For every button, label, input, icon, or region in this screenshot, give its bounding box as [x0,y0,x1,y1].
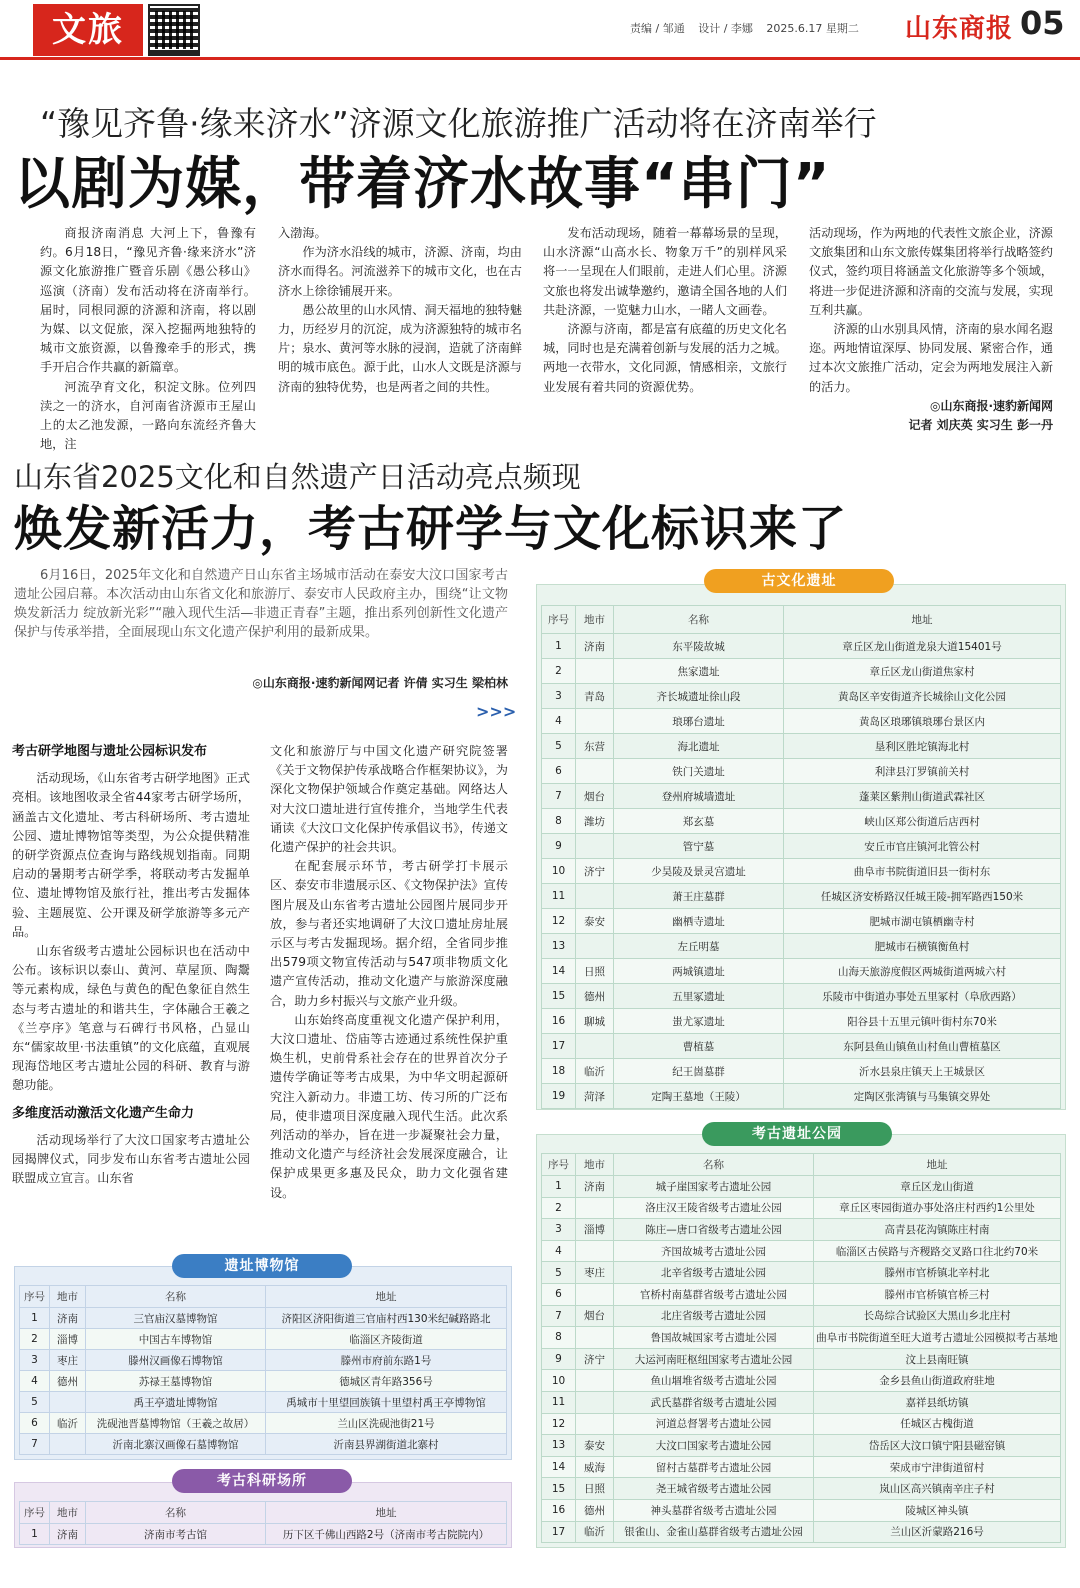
paragraph: 作为济水沿线的城市，济源、济南，均由济水而得名。河流滋养下的城市文化，也在古济水上徐徐铺展开来。 [278,245,522,298]
table-cell: 城子崖国家考古遗址公园 [614,1176,814,1198]
table-cell: 15 [542,984,576,1009]
column-header: 地址 [266,1286,507,1308]
table-cell: 16 [542,1009,576,1034]
paragraph: 河流孕育文化，积淀文脉。位列四渎之一的济水，自河南省济源市王屋山上的太乙池发源，一路向东流经齐鲁大地，注 [40,379,256,452]
table-cell: 肥城市石横镇衡鱼村 [784,934,1061,959]
table-cell: 东阿县鱼山镇鱼山村鱼山曹植墓区 [784,1034,1061,1059]
site-museums-rows [20,1308,507,1455]
table-row [20,1308,507,1329]
table-cell: 章丘区枣园街道办事处洛庄村西约1公里处 [814,1197,1061,1219]
table-cell: 德州 [576,984,614,1009]
table-cell: 陵城区神头镇 [814,1499,1061,1521]
table-row [542,1283,1061,1305]
table-cell: 2 [542,1197,576,1219]
table-cell [50,1434,86,1455]
column-header: 地市 [576,1154,614,1176]
table-cell: 3 [542,1219,576,1241]
table-cell: 17 [542,1034,576,1059]
table-cell: 济阳区济阳街道三官庙村西130米纪碱路路北 [266,1308,507,1329]
table-cell [576,1034,614,1059]
research-sites-title: 考古科研场所 [172,1469,352,1493]
table-row [542,684,1061,709]
table-row [542,1262,1061,1284]
table-row [542,909,1061,934]
article1-title: 以剧为媒，带着济水故事“串门” [14,152,831,217]
table-cell: 琅琊台遗址 [614,709,784,734]
table-cell: 蓬莱区紫荆山街道武霖社区 [784,784,1061,809]
paragraph: 发布活动现场，随着一幕幕场景的呈现，山水济源“山高水长、物象万千”的别样风采将一一呈现在人们眼前，走进人们心里。济源文旅也将发出诚挚邀约，邀请全国各地的人们共赴济源，一览魅力山水，一睹人文画卷。 [543,226,787,317]
table-cell [576,1391,614,1413]
table-cell [576,1283,614,1305]
table-cell [576,884,614,909]
article2-lead [14,566,508,642]
table-cell: 7 [542,784,576,809]
article1-column-3 [543,224,787,397]
table-cell: 定陶区张湾镇与马集镇交界处 [784,1084,1061,1109]
table-cell [50,1392,86,1413]
table-row [20,1524,507,1545]
table-cell: 济南市考古馆 [86,1524,266,1545]
archaeology-parks-table-box [536,1134,1066,1548]
table-cell: 东营 [576,734,614,759]
column-header: 序号 [20,1502,50,1524]
table-cell: 汶上县南旺镇 [814,1348,1061,1370]
table-row [20,1329,507,1350]
table-row [542,1176,1061,1198]
article1-column-4 [809,224,1053,435]
column-header: 序号 [542,1154,576,1176]
table-cell [576,659,614,684]
table-cell: 两城镇遗址 [614,959,784,984]
table-cell: 14 [542,1456,576,1478]
table-cell: 乐陵市中街道办事处五里冢村（阜欣西路） [784,984,1061,1009]
table-row [542,1240,1061,1262]
column-header: 序号 [542,606,576,634]
table-cell: 6 [542,1283,576,1305]
table-row [542,884,1061,909]
paragraph: 济源的山水别具风情，济南的泉水闻名遐迩。两地情谊深厚、协同发展、紧密合作，通过本次文旅推广活动，定会为两地发展注入新的活力。 [809,322,1053,394]
table-cell: 泰安 [576,1435,614,1457]
paragraph: 商报济南消息 大河上下，鲁豫有约。6月18日，“豫见齐鲁·缘来济水”济源文化旅游推广暨音乐剧《愚公移山》巡演（济南）发布活动将在济南举行。届时，同根同源的济源和济南，将以剧为媒、以文促旅，深入挖掘两地独特的城市文旅资源，以鲁豫牵手的形式，携手开启合作共赢的新篇章。 [40,226,256,375]
table-cell: 历下区千佛山西路2号（济南市考古院院内） [266,1524,507,1545]
table-cell: 12 [542,909,576,934]
table-cell: 11 [542,884,576,909]
table-cell: 纪王崮墓群 [614,1059,784,1084]
table-cell [576,759,614,784]
header-meta [630,20,869,36]
table-row [20,1434,507,1455]
table-row [20,1392,507,1413]
table-cell: 2 [20,1329,50,1350]
ancient-sites-rows [542,634,1061,1109]
article2-column-a [12,742,250,1188]
table-cell: 滕州市官桥镇官桥三村 [814,1283,1061,1305]
table-cell: 岚山区高兴镇南辛庄子村 [814,1478,1061,1500]
article1-subtitle: “豫见齐鲁·缘来济水”济源文化旅游推广活动将在济南举行 [40,104,877,143]
table-row [542,1219,1061,1241]
site-museums-table [19,1285,507,1455]
column-header: 名称 [614,606,784,634]
table-cell: 1 [20,1308,50,1329]
table-cell: 洗砚池晋墓博物馆（王羲之故居） [86,1413,266,1434]
table-cell: 6 [20,1413,50,1434]
table-cell: 少昊陵及景灵宫遗址 [614,859,784,884]
table-cell: 滕州市官桥镇北辛村北 [814,1262,1061,1284]
table-row [542,1435,1061,1457]
table-cell: 峡山区郑公街道后店西村 [784,809,1061,834]
article2-subtitle: 山东省2025文化和自然遗产日活动亮点频现 [14,460,581,494]
table-cell: 洛庄汉王陵省级考古遗址公园 [614,1197,814,1219]
research-sites-rows [20,1524,507,1545]
paragraph: 活动现场，作为两地的代表性文旅企业，济源文旅集团和山东文旅传媒集团将举行战略签约仪式，签约项目将涵盖文化旅游等多个领域，将进一步促进济源和济南的交流与发展，实现互利共赢。 [809,226,1053,317]
table-cell: 铁门关遗址 [614,759,784,784]
article1-byline-authors: 记者 刘庆英 实习生 彭一丹 [908,418,1053,433]
table-row [542,809,1061,834]
qr-code-icon[interactable] [148,4,200,56]
header-rule [0,57,1080,60]
table-cell: 临淄区齐陵街道 [266,1329,507,1350]
table-cell: 3 [20,1350,50,1371]
table-cell: 兰山区沂蒙路216号 [814,1521,1061,1543]
paragraph: 愚公故里的山水风情、洞天福地的独特魅力，历经岁月的沉淀，成为济源独特的城市名片；泉水、黄河等水脉的浸润，造就了济南鲜明的城市底色。源于此，山水人文既是济源与济南的独特优势，也是两者之间的共性。 [278,302,522,394]
table-cell: 陈庄—唐口省级考古遗址公园 [614,1219,814,1241]
table-cell: 11 [542,1391,576,1413]
table-cell: 临沂 [576,1521,614,1543]
table-cell: 山海天旅游度假区两城街道两城六村 [784,959,1061,984]
table-cell: 章丘区龙山街道龙泉大道15401号 [784,634,1061,659]
paragraph: 山东省级考古遗址公园标识也在活动中公布。该标识以泰山、黄河、草屋顶、陶鬶等元素构成，绿色与黄色的配色象征自然生态与考古遗址的和谐共生，字体融合王羲之《兰亭序》笔意与石碑行书风格，凸显山东“儒家故里·书法重镇”的文化底蕴，直观展现海岱地区考古遗址公园的科研、教育与游憩功能。 [12,944,250,1093]
table-cell: 7 [542,1305,576,1327]
table-row [542,734,1061,759]
table-cell: 5 [542,734,576,759]
table-row [542,1305,1061,1327]
table-cell: 济南 [576,1176,614,1198]
table-cell: 大运河南旺枢纽国家考古遗址公园 [614,1348,814,1370]
table-row [542,1327,1061,1349]
newspaper-logo: 山东商报 [905,14,1014,44]
table-cell: 枣庄 [50,1350,86,1371]
table-cell: 章丘区龙山街道 [814,1176,1061,1198]
table-cell: 19 [542,1084,576,1109]
table-row [542,1084,1061,1109]
table-row [542,1370,1061,1392]
table-cell: 齐国故城考古遗址公园 [614,1240,814,1262]
table-cell: 沂南北寨汉画像石墓博物馆 [86,1434,266,1455]
table-cell: 管宁墓 [614,834,784,859]
table-row [542,834,1061,859]
column-header: 地址 [266,1502,507,1524]
column-header: 地址 [784,606,1061,634]
table-cell [576,709,614,734]
table-cell: 中国古车博物馆 [86,1329,266,1350]
paragraph: 山东始终高度重视文化遗产保护利用，大汶口遗址、岱庙等古迹通过系统性保护重焕生机，史前骨系社会存在的世界首次分子遗传学确证等考古成果，为中华文明起源研究注入新动力。非遗工坊、传习所的广泛布局，使非遗项目深度融入现代生活。此次系列活动的举办，旨在进一步凝聚社会力量，推动文化遗产与经济社会发展深度融合，让保护成果更多惠及民众，助力文化强省建设。 [270,1012,508,1200]
paragraph: 文化和旅游厅与中国文化遗产研究院签署《关于文物保护传承战略合作框架协议》，为深化文物保护领域合作奠定基础。网络达人对大汶口遗址进行宣传推介，当地学生代表诵读《大汶口文化保护传承倡议书》，传递文化遗产保护的社会共识。 [270,744,508,855]
table-cell: 黄岛区辛安街道齐长城徐山文化公园 [784,684,1061,709]
table-cell: 焦家遗址 [614,659,784,684]
table-cell: 日照 [576,959,614,984]
table-row [542,859,1061,884]
table-row [542,1478,1061,1500]
site-museums-title: 遗址博物馆 [172,1254,352,1278]
table-cell: 德州 [576,1499,614,1521]
lead-paragraph: 6月16日，2025年文化和自然遗产日山东省主场城市活动在泰安大汶口国家考古遗址公园启幕。本次活动由山东省文化和旅游厅、泰安市人民政府主办，围绕“让文物焕发新活力 绽放新光彩”“融入现代生活—非遗正青春”主题，推出系列创新性文化遗产保护与传承举措，全面展现山东文化遗产保护利用的最新成果。 [14,568,508,640]
table-cell: 定陶王墓地（王陵） [614,1084,784,1109]
article2-byline: ◎山东商报·速豹新闻网记者 许倩 实习生 梁柏林 [252,676,508,690]
table-cell: 留村古墓群考古遗址公园 [614,1456,814,1478]
table-cell: 德城区青年路356号 [266,1371,507,1392]
table-row [542,1197,1061,1219]
table-cell: 12 [542,1413,576,1435]
table-cell: 曲阜市书院街道旧县一街村东 [784,859,1061,884]
article1-byline-source: ◎山东商报·速豹新闻网 [929,398,1053,413]
table-row [542,1456,1061,1478]
paragraph: 入渤海。 [278,226,327,240]
table-cell: 济南 [50,1524,86,1545]
table-cell: 长岛综合试验区大黑山乡北庄村 [814,1305,1061,1327]
column-header: 地址 [814,1154,1061,1176]
table-cell: 利津县汀罗镇前关村 [784,759,1061,784]
table-cell: 2 [542,659,576,684]
table-cell: 岱岳区大汶口镇宁阳县磁窑镇 [814,1435,1061,1457]
table-cell: 滕州汉画像石博物馆 [86,1350,266,1371]
table-cell: 淄博 [576,1219,614,1241]
column-header: 名称 [86,1286,266,1308]
table-cell: 聊城 [576,1009,614,1034]
ancient-sites-table-box [536,584,1066,1110]
table-row [542,709,1061,734]
archaeology-parks-table [541,1153,1061,1543]
table-cell: 10 [542,1370,576,1392]
table-row [20,1413,507,1434]
table-cell: 武氏墓群省级考古遗址公园 [614,1391,814,1413]
table-cell: 4 [542,709,576,734]
table-row [20,1350,507,1371]
table-cell: 高青县花沟镇陈庄村南 [814,1219,1061,1241]
table-cell: 临淄区古侯路与齐稷路交叉路口往北约70米 [814,1240,1061,1262]
ancient-sites-table [541,605,1061,1109]
table-cell: 兰山区洗砚池街21号 [266,1413,507,1434]
table-cell: 1 [542,634,576,659]
paragraph: 济源与济南，都是富有底蕴的历史文化名城，同时也是充满着创新与发展的活力之城。两地一衣带水，文化同源，情感相亲，文旅行业发展有着共同的资源优势。 [543,322,787,394]
table-row [542,1059,1061,1084]
table-row [542,959,1061,984]
table-cell: 大汶口国家考古遗址公园 [614,1435,814,1457]
table-cell: 13 [542,1435,576,1457]
table-cell: 五里冢遗址 [614,984,784,1009]
table-row [20,1371,507,1392]
table-cell: 左丘明墓 [614,934,784,959]
table-cell: 7 [20,1434,50,1455]
table-cell: 9 [542,1348,576,1370]
table-cell [576,1327,614,1349]
column-header: 地市 [50,1502,86,1524]
column-header: 序号 [20,1286,50,1308]
table-cell: 滕州市府前东路1号 [266,1350,507,1371]
table-cell: 14 [542,959,576,984]
table-cell: 荣成市宁津街道留村 [814,1456,1061,1478]
table-cell: 18 [542,1059,576,1084]
research-sites-table [19,1501,507,1545]
section-heading: 考古研学地图与遗址公园标识发布 [12,744,208,759]
table-row [542,659,1061,684]
table-cell: 枣庄 [576,1262,614,1284]
table-cell: 蚩尤冢遗址 [614,1009,784,1034]
table-cell: 登州府城墙遗址 [614,784,784,809]
table-cell: 海北遗址 [614,734,784,759]
table-cell: 烟台 [576,784,614,809]
table-cell: 泰安 [576,909,614,934]
table-cell: 5 [20,1392,50,1413]
article1-column-2 [278,224,522,397]
table-row [542,1413,1061,1435]
table-cell: 东平陵故城 [614,634,784,659]
article1-column-1 [40,224,256,454]
table-row [542,1009,1061,1034]
article2-column-b [270,742,508,1203]
column-header: 名称 [614,1154,814,1176]
table-cell: 禹王亭遗址博物馆 [86,1392,266,1413]
table-cell: 鲁国故城国家考古遗址公园 [614,1327,814,1349]
table-cell: 4 [20,1371,50,1392]
more-arrows-icon: >>> [476,702,517,721]
column-header: 地市 [50,1286,86,1308]
table-cell [576,934,614,959]
table-row [542,1521,1061,1543]
table-cell [576,834,614,859]
table-cell: 北庄省级考古遗址公园 [614,1305,814,1327]
table-row [542,634,1061,659]
page-number: 05 [1020,4,1065,42]
table-cell: 4 [542,1240,576,1262]
site-museums-table-box [14,1266,512,1460]
table-cell: 8 [542,809,576,834]
issue-date: 2025.6.17 星期二 [766,22,859,35]
table-cell: 临沂 [50,1413,86,1434]
column-header: 名称 [86,1502,266,1524]
table-cell [576,1370,614,1392]
article2-title: 焕发新活力，考古研学与文化标识来了 [14,501,848,557]
table-cell: 1 [542,1176,576,1198]
table-row [542,1499,1061,1521]
table-cell: 任城区古槐街道 [814,1413,1061,1435]
table-cell: 临沂 [576,1059,614,1084]
table-cell: 幽栖寺遗址 [614,909,784,934]
table-cell: 郑玄墓 [614,809,784,834]
table-row [542,759,1061,784]
table-cell: 北辛省级考古遗址公园 [614,1262,814,1284]
table-cell: 齐长城遗址徐山段 [614,684,784,709]
table-cell: 青岛 [576,684,614,709]
table-cell: 16 [542,1499,576,1521]
table-cell: 8 [542,1327,576,1349]
table-cell: 9 [542,834,576,859]
table-cell: 阳谷县十五里元镇叶街村东70米 [784,1009,1061,1034]
table-cell: 济宁 [576,1348,614,1370]
table-cell: 金乡县鱼山街道政府驻地 [814,1370,1061,1392]
paragraph: 在配套展示环节，考古研学打卡展示区、泰安市非遗展示区、《文物保护法》宣传图片展及山东省考古遗址公园图片展同步开放，参与者还实地调研了大汶口遗址房址展示区与考古发掘现场。据介绍，全省同步推出579项文物宣传活动与547项非物质文化遗产宣传活动，推动文化遗产与旅游深度融合，助力乡村振兴与文旅产业升级。 [270,859,508,1008]
table-cell: 17 [542,1521,576,1543]
table-cell: 济南 [50,1308,86,1329]
table-cell: 萧王庄墓群 [614,884,784,909]
table-cell: 黄岛区琅琊镇琅琊台景区内 [784,709,1061,734]
paragraph: 活动现场，《山东省考古研学地图》正式亮相。该地图收录全省44家考古研学场所，涵盖古文化遗址、考古科研场所、考古遗址公园、遗址博物馆等类型，为公众提供精准的研学资源点位查询与路线规划指南。同期启动的暑期考古研学季，将联动考古发掘单位、遗址博物馆及旅行社，推出考古发掘体验、主题展览、公开课及研学旅游等多元产品。 [12,771,250,939]
table-cell: 烟台 [576,1305,614,1327]
table-cell: 威海 [576,1456,614,1478]
table-cell: 垦利区胜坨镇海北村 [784,734,1061,759]
editor-credit: 责编 / 邹通 [630,22,685,35]
table-cell: 神头墓群省级考古遗址公园 [614,1499,814,1521]
table-cell: 嘉祥县纸坊镇 [814,1391,1061,1413]
table-cell: 安丘市官庄镇河北管公村 [784,834,1061,859]
page-header [0,0,1080,60]
table-cell: 德州 [50,1371,86,1392]
table-row [542,984,1061,1009]
section-heading: 多维度活动激活文化遗产生命力 [12,1105,195,1121]
table-cell: 1 [20,1524,50,1545]
table-cell: 肥城市湖屯镇栖幽寺村 [784,909,1061,934]
table-cell [576,1197,614,1219]
table-cell: 5 [542,1262,576,1284]
table-cell: 济南 [576,634,614,659]
table-cell: 沂水县泉庄镇天上王城景区 [784,1059,1061,1084]
table-cell: 济宁 [576,859,614,884]
archaeology-parks-rows [542,1176,1061,1543]
table-cell: 河道总督署考古遗址公园 [614,1413,814,1435]
table-row [542,784,1061,809]
section-tag: 文旅 [33,4,143,56]
table-cell: 3 [542,684,576,709]
table-cell: 15 [542,1478,576,1500]
table-cell: 银雀山、金雀山墓群省级考古遗址公园 [614,1521,814,1543]
designer-credit: 设计 / 李娜 [698,22,753,35]
table-cell: 日照 [576,1478,614,1500]
table-row [542,1034,1061,1059]
table-cell: 苏禄王墓博物馆 [86,1371,266,1392]
table-cell [576,1413,614,1435]
table-cell: 曲阜市书院街道至旺大道考古遗址公园模拟考古基地 [814,1327,1061,1349]
table-cell: 潍坊 [576,809,614,834]
table-cell: 三官庙汉墓博物馆 [86,1308,266,1329]
table-cell [576,1240,614,1262]
table-cell: 曹植墓 [614,1034,784,1059]
ancient-sites-title: 古文化遗址 [704,569,894,593]
table-cell: 10 [542,859,576,884]
table-cell: 章丘区龙山街道焦家村 [784,659,1061,684]
table-cell: 尧王城省级考古遗址公园 [614,1478,814,1500]
table-cell: 沂南县界湖街道北寨村 [266,1434,507,1455]
table-row [542,934,1061,959]
archaeology-parks-title: 考古遗址公园 [702,1122,892,1146]
column-header: 地市 [576,606,614,634]
table-cell: 鱼山堌堆省级考古遗址公园 [614,1370,814,1392]
table-cell: 任城区济安桥路汉任城王陵-拥军路西150米 [784,884,1061,909]
paragraph: 活动现场举行了大汶口国家考古遗址公园揭牌仪式，同步发布山东省考古遗址公园联盟成立宣言。山东省 [12,1132,250,1186]
table-cell: 6 [542,759,576,784]
table-cell: 禹城市十里望回族镇十里望村禹王亭博物馆 [266,1392,507,1413]
table-cell: 菏泽 [576,1084,614,1109]
table-cell: 淄博 [50,1329,86,1350]
table-cell: 13 [542,934,576,959]
table-row [542,1391,1061,1413]
table-cell: 官桥村南墓群省级考古遗址公园 [614,1283,814,1305]
table-row [542,1348,1061,1370]
